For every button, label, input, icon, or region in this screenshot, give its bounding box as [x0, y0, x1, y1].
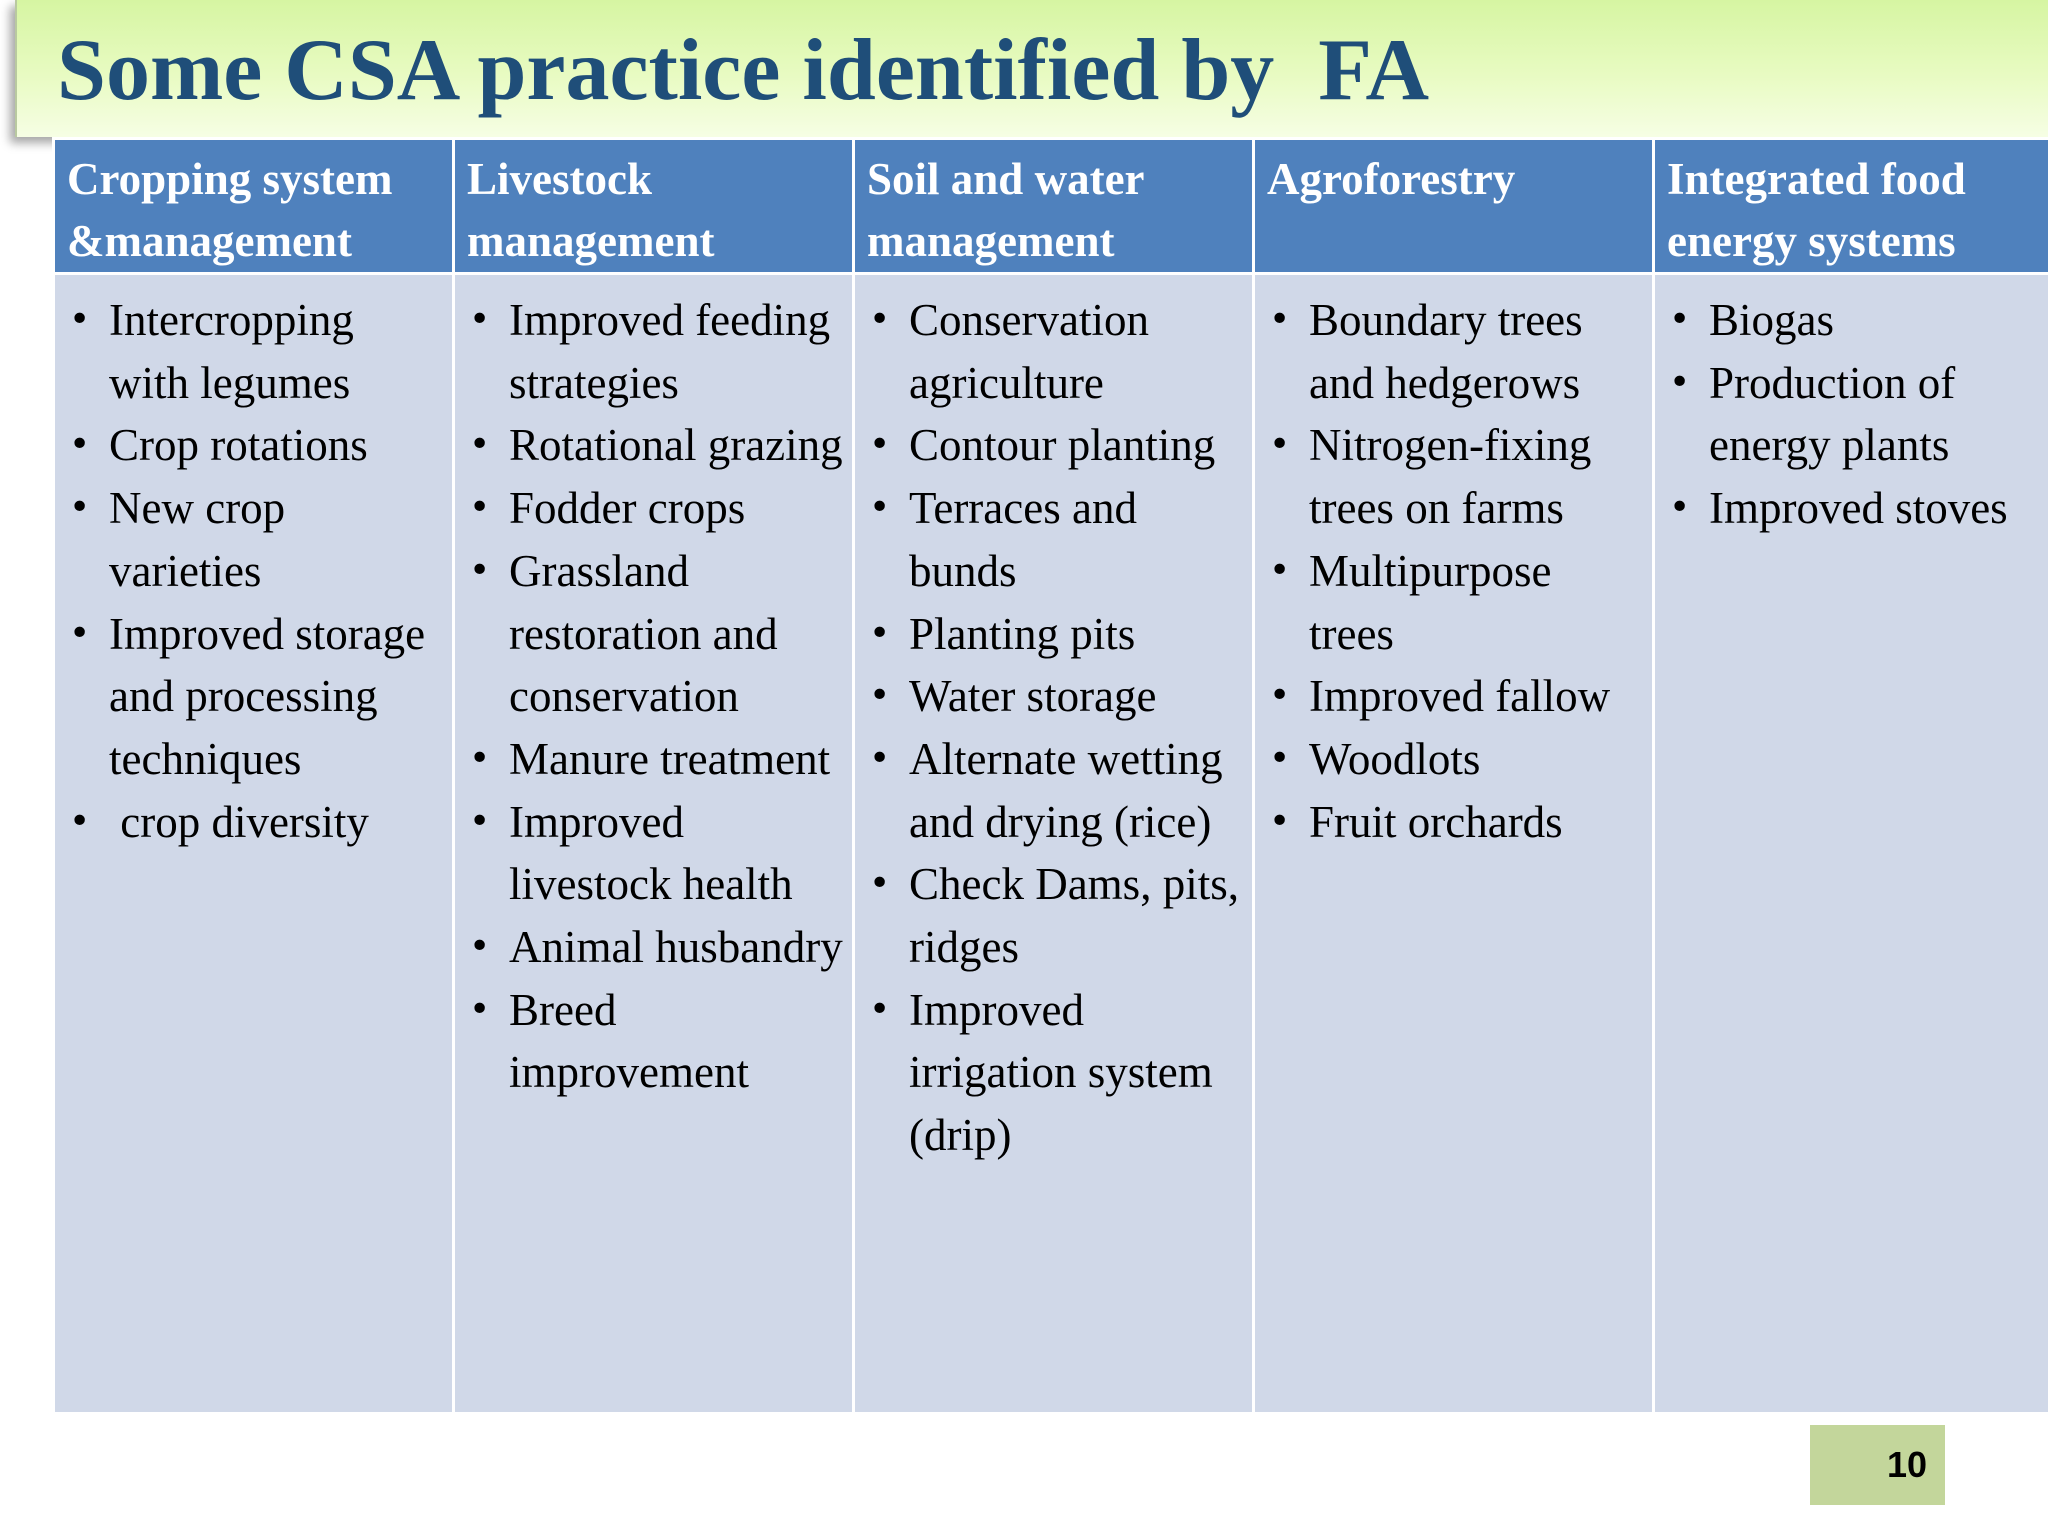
- page-number-box: [1810, 1425, 1945, 1505]
- header-integrated-food-energy: Integrated food energy systems: [1654, 139, 2048, 274]
- list-item: • Woodlots: [1263, 728, 1644, 791]
- page-number: 10: [1886, 1444, 1927, 1485]
- list-item: • Improved fallow: [1263, 665, 1644, 728]
- practice-list-integrated-food-energy: [1663, 289, 2040, 540]
- header-cropping-system: Cropping system &management: [54, 139, 454, 274]
- list-item: • crop diversity: [63, 791, 444, 854]
- list-item: • Check Dams, pits, ridges: [863, 853, 1244, 978]
- list-item: • Rotational grazing: [463, 414, 844, 477]
- list-item: • Terraces and bunds: [863, 477, 1244, 602]
- list-item: • Improved feeding strategies: [463, 289, 844, 414]
- list-item: • Fruit orchards: [1263, 791, 1644, 854]
- list-item: • Contour planting: [863, 414, 1244, 477]
- cell-integrated-food-energy: [1654, 274, 2048, 1414]
- list-item: • Crop rotations: [63, 414, 444, 477]
- header-livestock-management: Livestock management: [454, 139, 854, 274]
- practice-list-soil-water: [863, 289, 1244, 1167]
- cell-livestock-management: [454, 274, 854, 1414]
- list-item: • Alternate wetting and drying (rice): [863, 728, 1244, 853]
- cell-cropping-system: [54, 274, 454, 1414]
- header-soil-water-management: Soil and water management: [854, 139, 1254, 274]
- practice-list-livestock: [463, 289, 844, 1104]
- list-item: • Intercropping with legumes: [63, 289, 444, 414]
- list-item: • Nitrogen-fixing trees on farms: [1263, 414, 1644, 539]
- list-item: • Improved livestock health: [463, 791, 844, 916]
- list-item: • Improved irrigation system (drip): [863, 979, 1244, 1167]
- list-item: • Conservation agriculture: [863, 289, 1244, 414]
- list-item: • Animal husbandry: [463, 916, 844, 979]
- list-item: • Manure treatment: [463, 728, 844, 791]
- list-item: • Boundary trees and hedgerows: [1263, 289, 1644, 414]
- cell-agroforestry: [1254, 274, 1654, 1414]
- table-header-row: [54, 139, 2048, 274]
- list-item: • New crop varieties: [63, 477, 444, 602]
- practice-list-cropping: [63, 289, 444, 853]
- list-item: • Multipurpose trees: [1263, 540, 1644, 665]
- practice-list-agroforestry: [1263, 289, 1644, 853]
- slide-title: Some CSA practice identified by FA: [57, 22, 1430, 119]
- list-item: • Improved stoves: [1663, 477, 2040, 540]
- title-banner: [15, 0, 2048, 137]
- list-item: • Grassland restoration and conservation: [463, 540, 844, 728]
- list-item: • Water storage: [863, 665, 1244, 728]
- list-item: • Fodder crops: [463, 477, 844, 540]
- cell-soil-water-management: [854, 274, 1254, 1414]
- header-agroforestry: Agroforestry: [1254, 139, 1654, 274]
- list-item: • Production of energy plants: [1663, 352, 2040, 477]
- list-item: • Biogas: [1663, 289, 2040, 352]
- list-item: • Improved storage and processing techniques: [63, 603, 444, 791]
- list-item: • Breed improvement: [463, 979, 844, 1104]
- table-row: [54, 274, 2048, 1414]
- csa-practices-table: [52, 137, 2048, 1415]
- list-item: • Planting pits: [863, 603, 1244, 666]
